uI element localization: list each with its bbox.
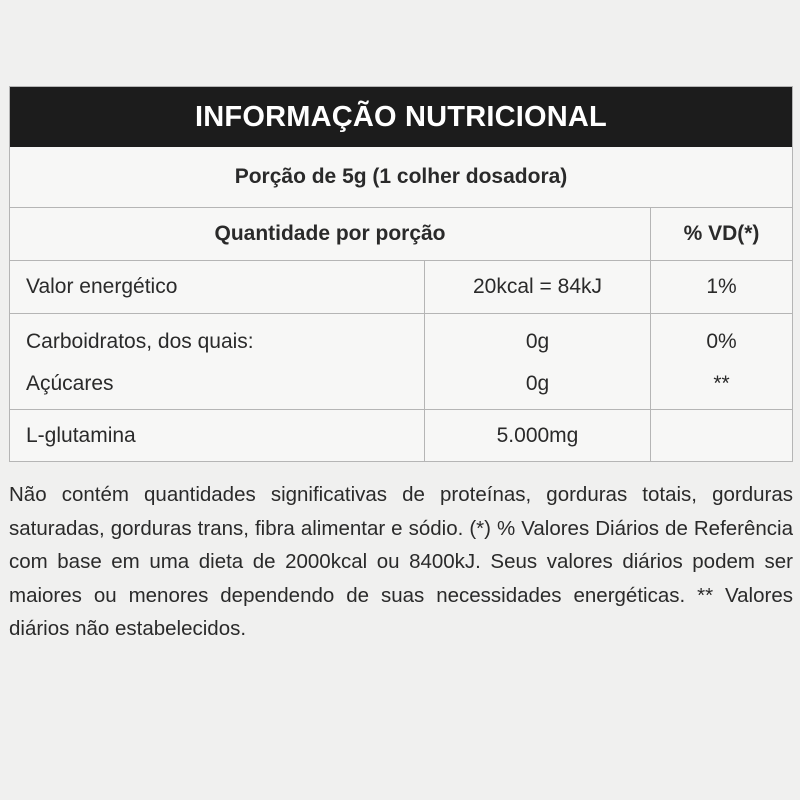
header-quantity: Quantidade por porção (214, 222, 446, 245)
table-title: INFORMAÇÃO NUTRICIONAL (10, 87, 792, 147)
divider (424, 261, 425, 461)
row-dv: ** (713, 372, 730, 395)
header-dv: % VD(*) (683, 222, 760, 245)
row-name: Carboidratos, dos quais: (26, 330, 254, 353)
row-amount: 20kcal = 84kJ (473, 275, 602, 298)
serving-size: Porção de 5g (1 colher dosadora) (234, 165, 568, 188)
row-amount: 0g (525, 330, 550, 353)
row-name: Valor energético (26, 275, 178, 298)
divider (650, 208, 651, 461)
nutrition-table (9, 86, 793, 462)
footnote: Não contém quantidades significativas de proteínas, gorduras totais, gorduras saturadas, gorduras trans, fibra alimentar e sódio. (*) % Valores Diários de Referência com base em uma dieta de 2000kcal ou 8400kJ. Seus valores diários podem ser maiores ou menores dependendo de suas necessidades energéticas. ** Valores diários não estabelecidos. (9, 483, 793, 640)
row-amount: 0g (525, 372, 550, 395)
row-dv: 0% (706, 330, 737, 353)
row-name: Açúcares (26, 372, 114, 395)
row-dv: 1% (706, 275, 737, 298)
divider (10, 313, 792, 314)
row-amount: 5.000mg (496, 423, 579, 447)
row-name: L-glutamina (26, 423, 136, 447)
row-dv (651, 410, 792, 461)
